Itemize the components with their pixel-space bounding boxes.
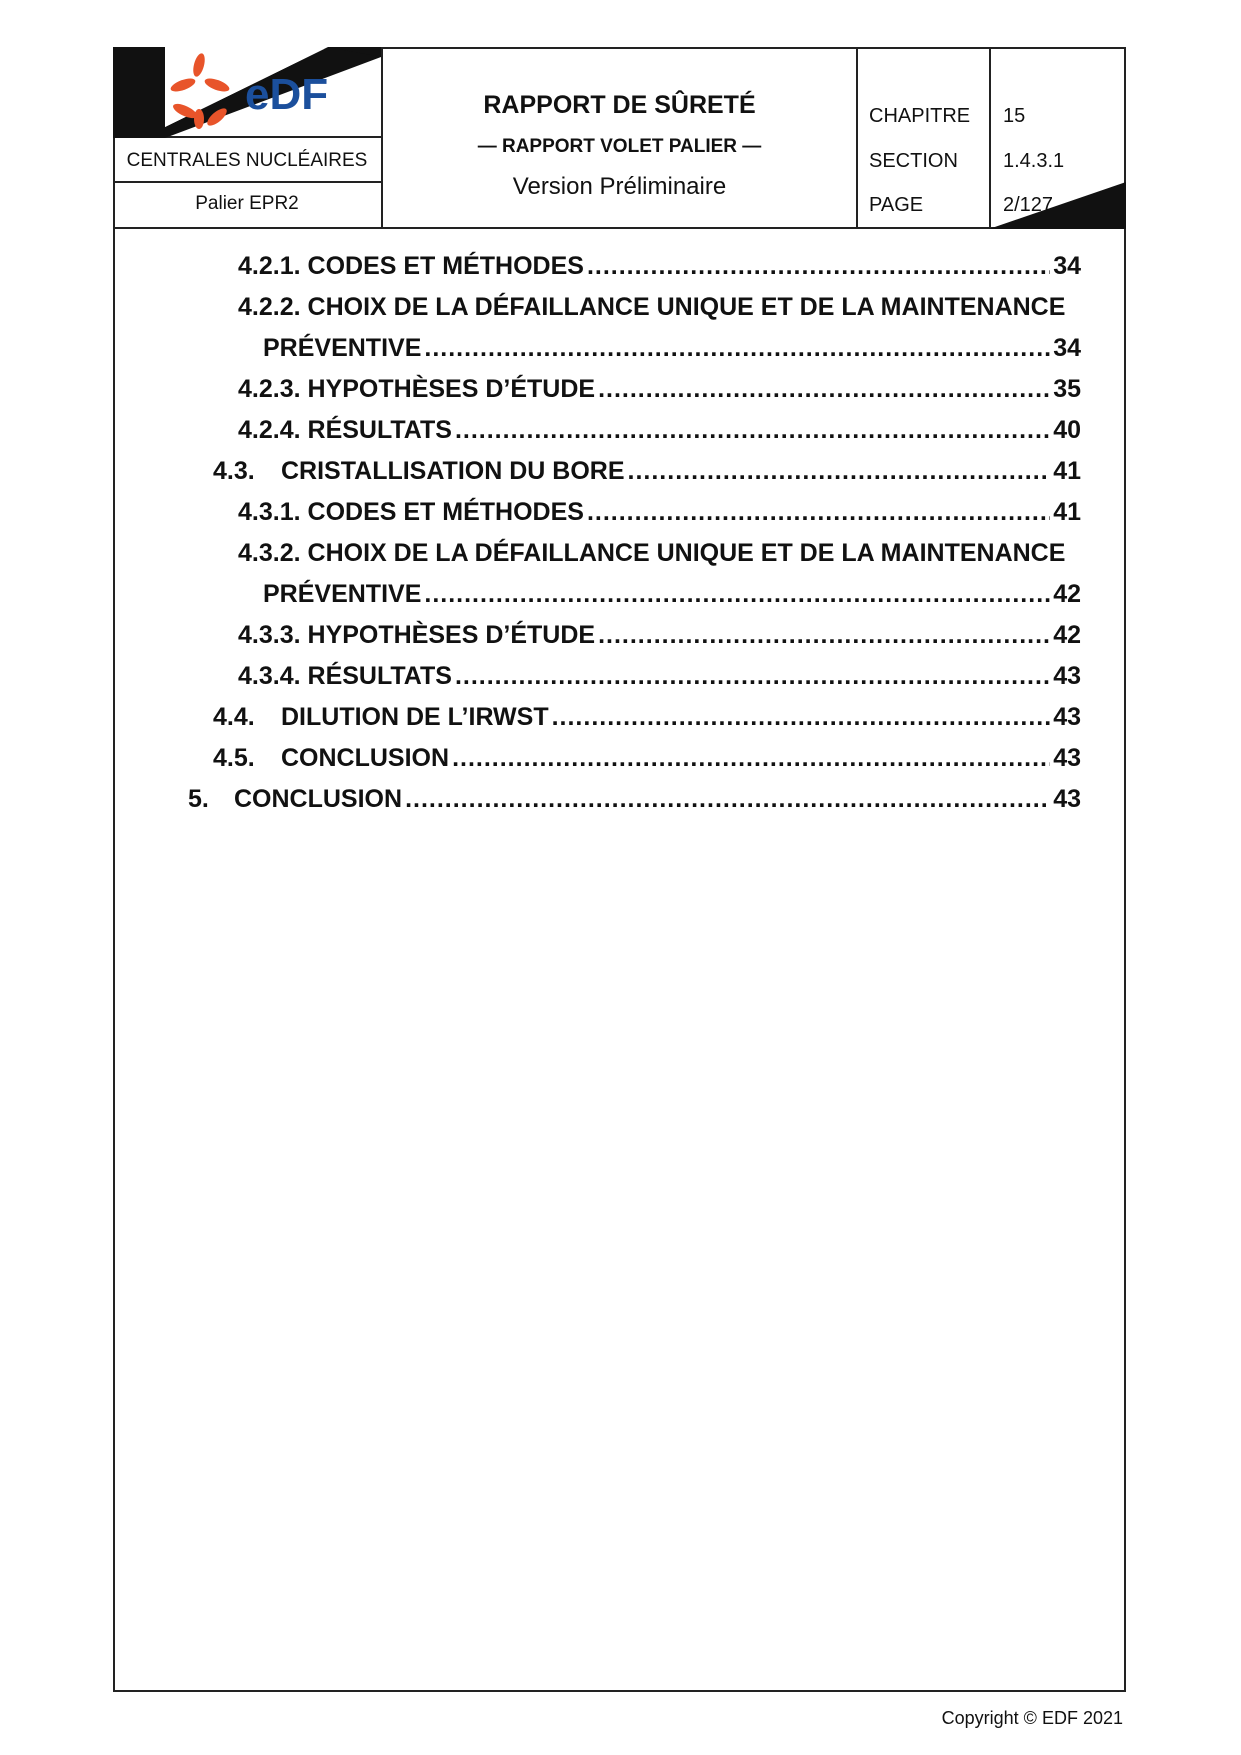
header-divider: [113, 181, 381, 183]
page-value: 2/127: [1003, 194, 1054, 216]
toc-entry[interactable]: [238, 496, 1081, 528]
section-value: 1.4.3.1: [1003, 150, 1065, 172]
header-corner-decoration: [989, 182, 1126, 229]
report-version: Version Préliminaire: [512, 173, 727, 200]
toc-number: 4.3.1.: [238, 498, 301, 526]
toc-leader: [424, 332, 1050, 364]
chapitre-label: CHAPITRE: [869, 105, 971, 127]
toc-entry[interactable]: [213, 742, 1081, 774]
section-label: SECTION: [869, 150, 958, 172]
toc-number: 4.3.3.: [238, 621, 301, 649]
company-label: CENTRALES NUCLÉAIRES: [126, 150, 368, 171]
toc-entry[interactable]: [238, 619, 1081, 651]
toc-title: PRÉVENTIVE: [263, 334, 422, 362]
toc-number: 4.3.4.: [238, 662, 301, 690]
report-title: RAPPORT DE SÛRETÉ: [483, 91, 756, 119]
toc-number: 4.2.3.: [238, 375, 301, 403]
toc-entry[interactable]: [238, 250, 1081, 282]
toc-leader: [598, 619, 1050, 651]
edf-logo: [113, 47, 381, 138]
toc-number: 4.5.: [213, 744, 255, 772]
toc-leader: [587, 250, 1050, 282]
toc-page: 43: [1053, 744, 1081, 772]
toc-leader: [452, 742, 1050, 774]
header-divider: [856, 47, 858, 227]
toc-page: 41: [1053, 457, 1081, 485]
toc-title: CONCLUSION: [281, 744, 450, 772]
svg-text:eDF: eDF: [245, 70, 329, 119]
toc-page: 35: [1053, 375, 1081, 403]
toc-title: CONCLUSION: [234, 785, 403, 813]
toc-entry[interactable]: [213, 455, 1081, 487]
toc-title: CHOIX DE LA DÉFAILLANCE UNIQUE ET DE LA MAINTENANCE: [307, 293, 1066, 321]
toc-page: 43: [1053, 785, 1081, 813]
toc-title: CODES ET MÉTHODES: [307, 498, 584, 526]
toc-title: RÉSULTATS: [307, 416, 452, 444]
toc-title: HYPOTHÈSES D’ÉTUDE: [307, 375, 596, 403]
toc-leader: [598, 373, 1050, 405]
toc-number: 4.3.2.: [238, 539, 301, 567]
chapitre-value: 15: [1003, 105, 1026, 127]
toc-number: 5.: [188, 785, 209, 813]
toc-entry[interactable]: [238, 291, 1065, 323]
toc-number: 4.2.2.: [238, 293, 301, 321]
report-subtitle: — RAPPORT VOLET PALIER —: [477, 136, 762, 157]
document-header: [113, 47, 1126, 229]
toc-title: CRISTALLISATION DU BORE: [281, 457, 625, 485]
toc-entry[interactable]: [238, 414, 1081, 446]
toc-page: 42: [1053, 621, 1081, 649]
toc-entry-continuation[interactable]: [263, 578, 1081, 610]
toc-page: 43: [1053, 703, 1081, 731]
toc-entry[interactable]: [238, 373, 1081, 405]
toc-page: 34: [1053, 334, 1081, 362]
palier-label: Palier EPR2: [195, 193, 299, 214]
toc-title: HYPOTHÈSES D’ÉTUDE: [307, 621, 596, 649]
toc-number: 4.4.: [213, 703, 255, 731]
toc-title: DILUTION DE L’IRWST: [281, 703, 549, 731]
toc-entry[interactable]: [188, 783, 1081, 815]
toc-leader: [405, 783, 1050, 815]
toc-number: 4.3.: [213, 457, 255, 485]
toc-page: 40: [1053, 416, 1081, 444]
toc-page: 43: [1053, 662, 1081, 690]
toc-title: CHOIX DE LA DÉFAILLANCE UNIQUE ET DE LA MAINTENANCE: [307, 539, 1066, 567]
toc-entry[interactable]: [213, 701, 1081, 733]
toc-entry-continuation[interactable]: [263, 332, 1081, 364]
toc-page: 34: [1053, 252, 1081, 280]
toc-number: 4.2.4.: [238, 416, 301, 444]
toc-leader: [552, 701, 1051, 733]
toc-leader: [455, 414, 1050, 446]
toc-title: PRÉVENTIVE: [263, 580, 422, 608]
toc-entry[interactable]: [238, 537, 1065, 569]
toc-entry[interactable]: [238, 660, 1081, 692]
page-label: PAGE: [869, 194, 924, 216]
toc-leader: [628, 455, 1051, 487]
toc-page: 42: [1053, 580, 1081, 608]
toc-leader: [587, 496, 1050, 528]
toc-title: RÉSULTATS: [307, 662, 452, 690]
toc-leader: [455, 660, 1050, 692]
toc-number: 4.2.1.: [238, 252, 301, 280]
toc-title: CODES ET MÉTHODES: [307, 252, 584, 280]
toc-leader: [424, 578, 1050, 610]
toc-page: 41: [1053, 498, 1081, 526]
copyright-notice: Copyright © EDF 2021: [941, 1708, 1123, 1728]
